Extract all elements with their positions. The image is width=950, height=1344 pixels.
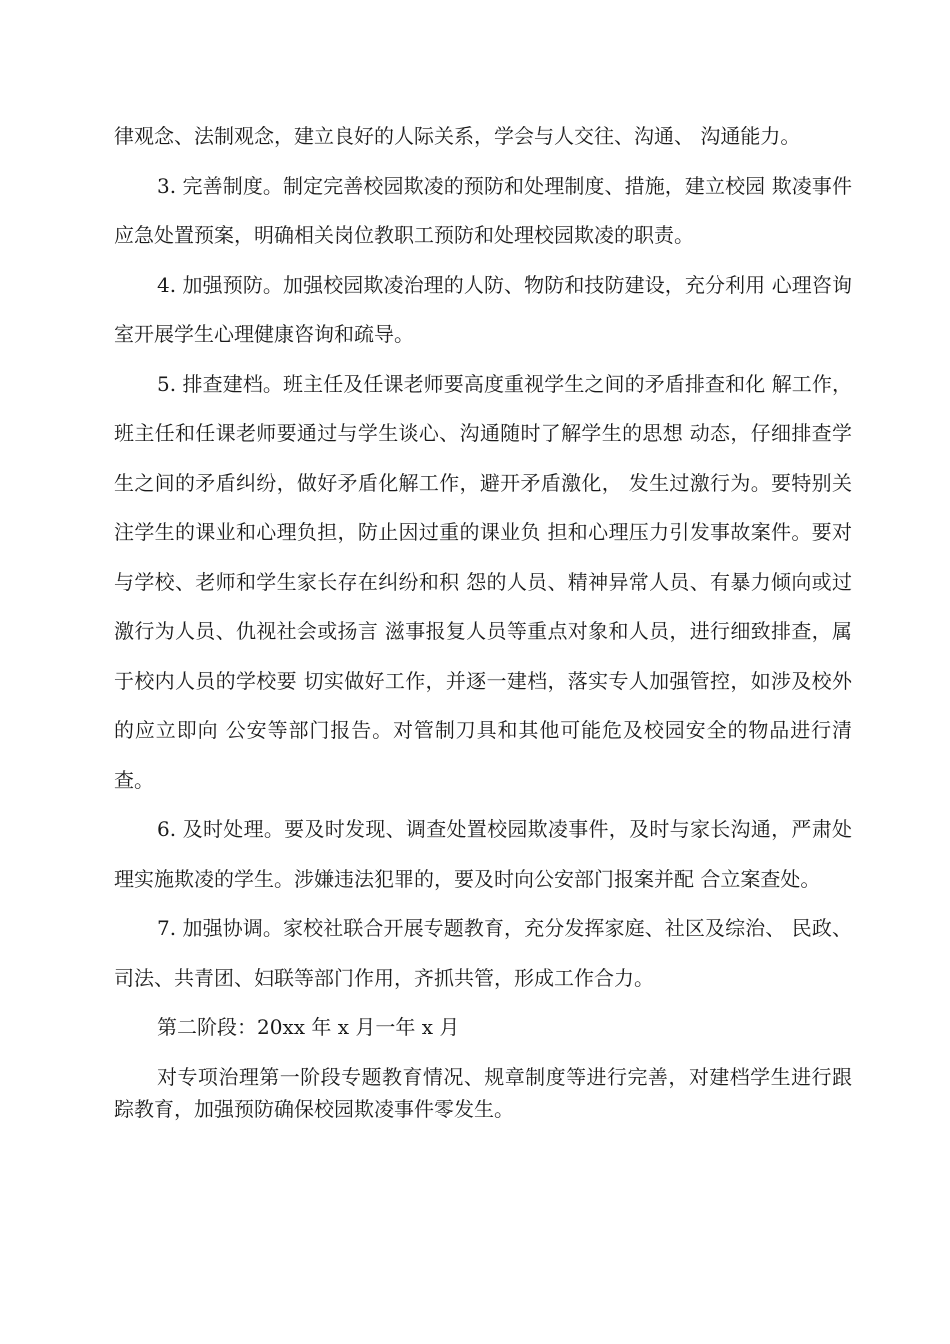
paragraph-phase-2-body: 对专项治理第一阶段专题教育情况、规章制度等进行完善，对建档学生进行跟踪教育，加强预防确保校园欺凌事件零发生。	[114, 1064, 852, 1121]
section-heading-phase-2: 第二阶段：20xx 年 x 月一年 x 月	[157, 1015, 460, 1039]
paragraph-item-7: 7. 加强协调。家校社联合开展专题教育，充分发挥家庭、社区及综治、 民政、司法、共青团、妇联等部门作用，齐抓共管，形成工作合力。	[114, 916, 852, 990]
paragraph-item-5: 5. 排查建档。班主任及任课老师要高度重视学生之间的矛盾排查和化 解工作，班主任和任课老师要通过与学生谈心、沟通随时了解学生的思想 动态，仔细排查学生之间的矛盾纠纷，做好矛盾化解工作，避开矛盾激化， 发生过激行为。要特别关注学生的课业和心理负担，防止因过重的课业负 担和心理压力引发事故案件。要对与学校、老师和学生家长存在纠纷和积 怨的人员、精神异常人员、有暴力倾向或过激行为人员、仇视社会或扬言 滋事报复人员等重点对象和人员，进行细致排查，属于校内人员的学校要 切实做好工作，并逐一建档，落实专人加强管控，如涉及校外的应立即向 公安等部门报告。对管制刀具和其他可能危及校园安全的物品进行清查。	[114, 371, 852, 792]
paragraph-item-6: 6. 及时处理。要及时发现、调查处置校园欺凌事件，及时与家长沟通，严肃处理实施欺凌的学生。涉嫌违法犯罪的，要及时向公安部门报案并配 合立案查处。	[114, 817, 852, 891]
paragraph-item-3: 3. 完善制度。制定完善校园欺凌的预防和处理制度、措施，建立校园 欺凌事件应急处置预案，明确相关岗位教职工预防和处理校园欺凌的职责。	[114, 173, 852, 247]
paragraph-item-4: 4. 加强预防。加强校园欺凌治理的人防、物防和技防建设，充分利用 心理咨询室开展学生心理健康咨询和疏导。	[114, 272, 852, 346]
document-page	[114, 112, 852, 1125]
paragraph-intro-continuation: 律观念、法制观念，建立良好的人际关系，学会与人交往、沟通、 沟通能力。	[114, 124, 801, 148]
